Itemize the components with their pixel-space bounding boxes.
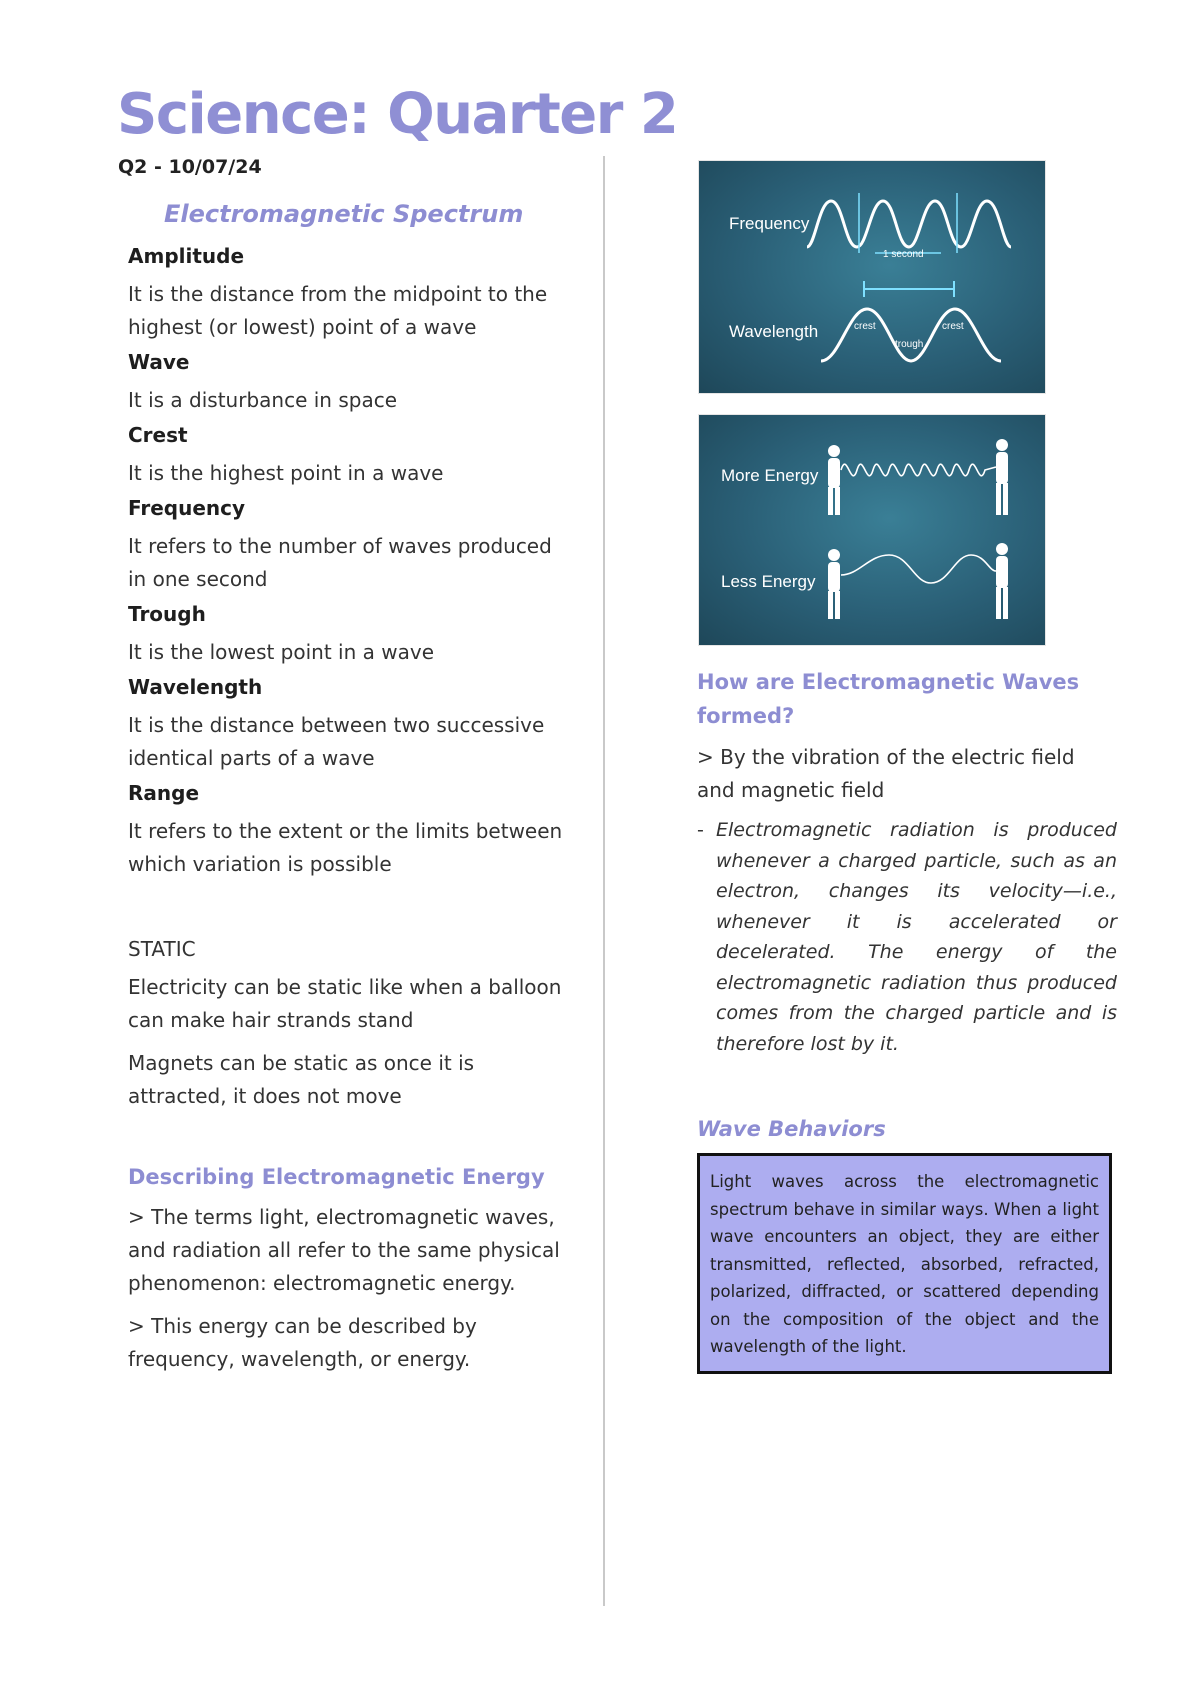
describing-bullet: > The terms light, electromagnetic waves, and radiation all refer to the same physical phenomenon: electromagnetic energy. [128,1205,560,1295]
term-definition: It refers to the extent or the limits between which variation is possible [128,819,563,876]
describing-heading: Describing Electromagnetic Energy [128,1165,545,1189]
formed-bullet: > By the vibration of the electric field and magnetic field [697,745,1075,802]
energy-diagram-image [698,414,1046,646]
term-item [128,602,568,669]
term-item [128,675,568,775]
term-definition: It is the distance from the midpoint to the highest (or lowest) point of a wave [128,282,548,339]
term-title: Amplitude [128,244,245,268]
term-title: Trough [128,602,206,626]
describing-bullet: > This energy can be described by frequency, wavelength, or energy. [128,1314,477,1371]
left-column [128,200,568,1386]
term-definition: It is the lowest point in a wave [128,640,435,664]
term-title: Range [128,781,200,805]
formed-note-text: Electromagnetic radiation is produced whenever a charged particle, such as an electron, changes its velocity—i.e., whenever it is accelerated or decelerated. The energy of the electromagnetic radiation thus produced comes from the charged particle and is therefore lost by it. [716,819,1117,1055]
less-energy-label: Less Energy [721,572,816,591]
term-item [128,423,568,490]
crest-label-1: crest [854,321,876,332]
static-heading: STATIC [128,937,196,961]
wave-behaviors-heading: Wave Behaviors [697,1117,886,1141]
term-list [128,244,568,881]
person-icon [828,549,840,619]
term-title: Wave [128,350,190,374]
wave-behaviors-box: Light waves across the electromagnetic spectrum behave in similar ways. When a light wave encounters an object, they are either transmitted, reflected, absorbed, refracted, polarized, diffracted, or scattered depending on the composition of the object and the wavelength of the light. [697,1153,1112,1374]
trough-label: trough [895,339,924,350]
static-paragraph: Electricity can be static like when a balloon can make hair strands stand [128,975,562,1032]
term-definition: It is a disturbance in space [128,388,398,412]
person-icon [996,439,1008,515]
term-definition: It is the highest point in a wave [128,461,444,485]
section-title-em-spectrum: Electromagnetic Spectrum [164,200,524,228]
second-label: 1 second [883,249,924,260]
low-frequency-wave [841,555,996,583]
high-frequency-wave [841,464,996,476]
formed-note [697,815,1117,1059]
dash-marker: - [697,819,704,841]
static-paragraph: Magnets can be static as once it is attracted, it does not move [128,1051,475,1108]
term-definition: It refers to the number of waves produced in one second [128,534,552,591]
frequency-wave [807,201,1011,247]
more-energy-label: More Energy [721,466,819,485]
wavelength-label: Wavelength [729,322,819,341]
energy-diagram-svg [699,415,1045,645]
person-icon [996,543,1008,619]
wave-diagram-image [698,160,1046,394]
term-item [128,781,568,881]
term-title: Crest [128,423,188,447]
crest-label-2: crest [942,321,964,332]
page-title: Science: Quarter 2 [117,82,678,147]
term-item [128,244,568,344]
wave-diagram-svg [699,161,1045,393]
term-definition: It is the distance between two successive identical parts of a wave [128,713,545,770]
term-title: Frequency [128,496,246,520]
term-title: Wavelength [128,675,263,699]
column-divider [603,156,605,1606]
right-column [697,665,1117,1374]
wavelength-wave [821,309,1001,361]
person-icon [828,445,840,515]
frequency-label: Frequency [729,214,810,233]
formed-heading: How are Electromagnetic Waves formed? [697,670,1080,728]
term-item [128,350,568,417]
date-label: Q2 - 10/07/24 [118,156,262,178]
term-item [128,496,568,596]
